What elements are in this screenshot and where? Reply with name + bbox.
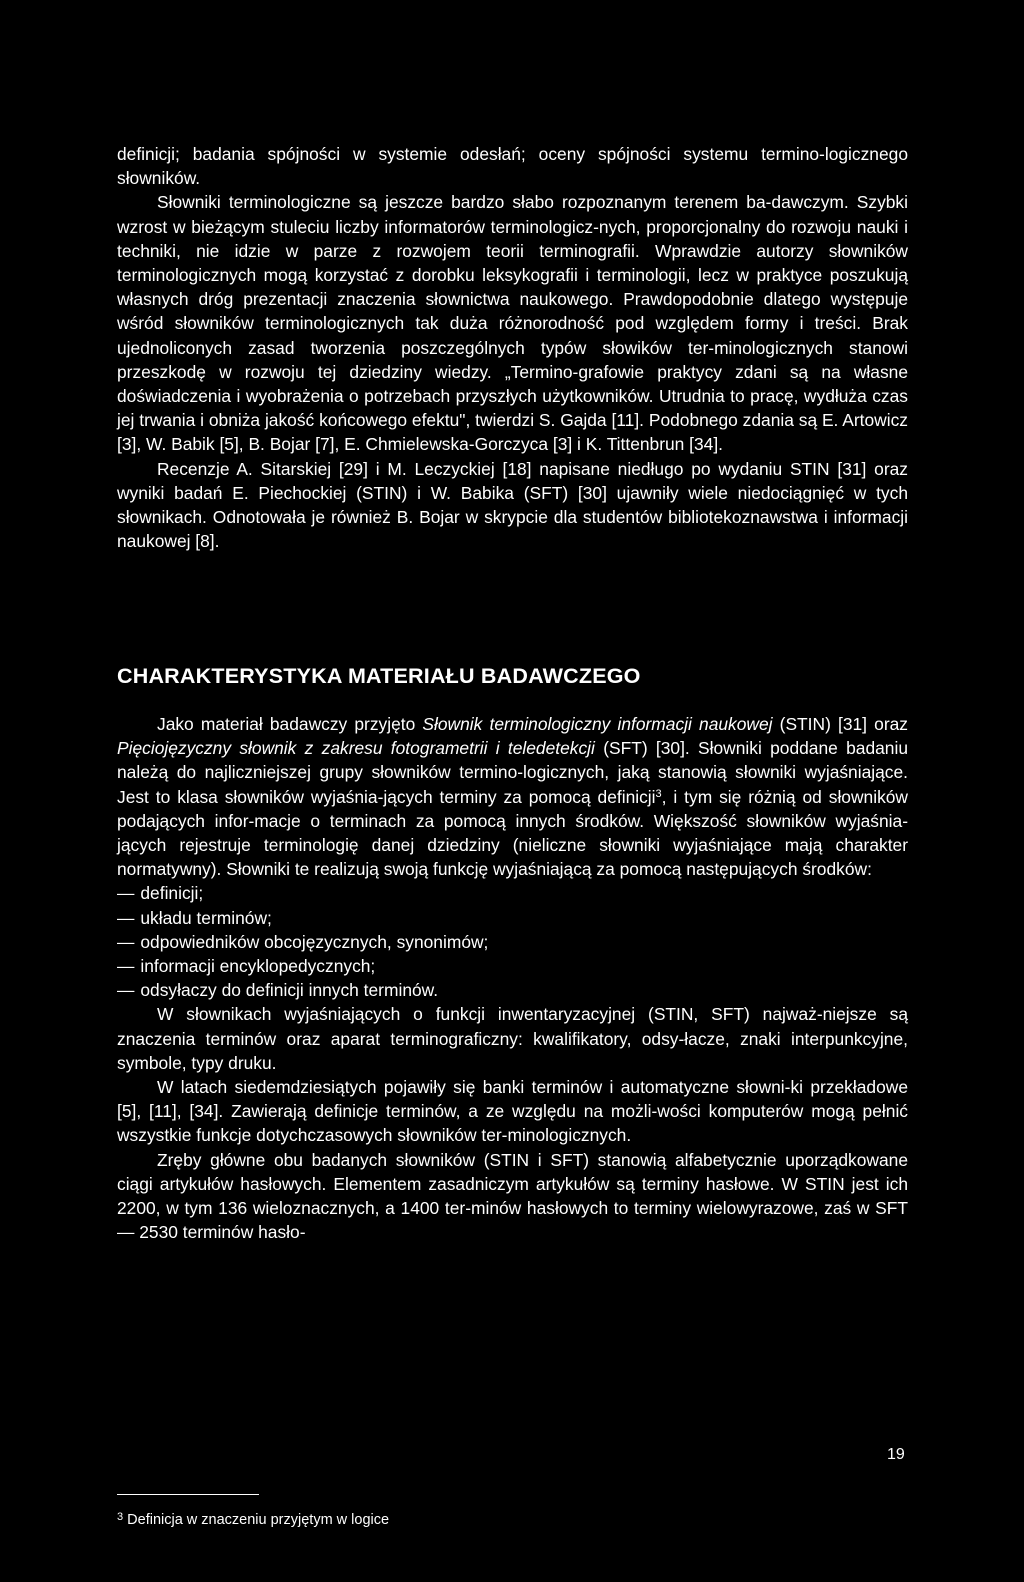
- section-heading: CHARAKTERYSTYKA MATERIAŁU BADAWCZEGO: [117, 664, 641, 688]
- section-body: [117, 712, 908, 1244]
- paragraph-4-text-a: Jako materiał badawczy przyjęto: [157, 714, 423, 734]
- list-item: [117, 954, 908, 978]
- list-item-text: definicji;: [140, 883, 204, 904]
- list-item: [117, 978, 908, 1002]
- page-body: [117, 142, 908, 1243]
- paragraph-3: Recenzje A. Sitarskiej [29] i M. Leczyckiej [18] napisane niedługo po wydaniu STIN [31] oraz wyniki badań E. Piechockiej (STIN) i W. Babika (SFT) [30] ujawniły wiele niedociągnięć w tych słownikach. Odnotowała je również B. Bojar w skrypcie dla studentów bibliotekoznawstwa i informacji naukowej [8].: [117, 458, 908, 552]
- list-item: [117, 906, 908, 930]
- footnote: [117, 1508, 389, 1529]
- list-item-text: układu terminów;: [140, 907, 272, 928]
- paragraph-4-text-d: , i tym się różnią od słowników podających infor-macje o terminach za pomocą innych środków. Większość słowników wyjaśnia-jących rejestruje terminologię danej dziedziny (nieliczne słowniki wyjaśniające mają charakter normatywny). Słowniki te realizują swoją funkcję wyjaśniającą za pomocą następujących środków:: [117, 786, 908, 880]
- footnote-rule: [117, 1494, 259, 1495]
- paragraph-4-text-c: (SFT) [30]. Słowniki poddane badaniu należą do najliczniejszej grupy słowników termino-logicznych, jaką stanowią słowniki wyjaśniające. Jest to klasa słowników wyjaśnia-jących terminy za pomocą definicji: [117, 738, 908, 807]
- footnote-text: Definicja w znaczeniu przyjętym w logice: [127, 1512, 390, 1528]
- paragraph-6: W latach siedemdziesiątych pojawiły się banki terminów i automatyczne słowni-ki przekładowe [5], [11], [34]. Zawierają definicje terminów, a ze względu na możli-wości komputerów mogą pełnić wszystkie funkcje dotychczasowych słowników ter-minologicznych.: [117, 1077, 908, 1146]
- dash-bullet: —: [117, 980, 135, 1001]
- dictionary-title-sft: Pięciojęzyczny słownik z zakresu fotogrametrii i teledetekcji: [117, 738, 595, 759]
- list-item: [117, 881, 908, 905]
- paragraph-4: [117, 712, 908, 881]
- paragraph-7: Zręby główne obu badanych słowników (STIN i SFT) stanowią alfabetycznie uporządkowane ciągi artykułów hasłowych. Elementem zasadniczym artykułów są terminy hasłowe. W STIN jest ich 2200, w tym 136 wieloznacznych, a 1400 ter-minów hasłowych to terminy wielowyrazowe, zaś w SFT — 2530 terminów hasło-: [117, 1149, 908, 1243]
- paragraph-5: W słownikach wyjaśniających o funkcji inwentaryzacyjnej (STIN, SFT) najważ-niejsze są znaczenia terminów oraz aparat terminograficzny: kwalifikatory, odsy-łacze, znaki interpunkcyjne, symbole, typy druku.: [117, 1004, 908, 1073]
- page-number: 19: [887, 1446, 905, 1463]
- dash-bullet: —: [117, 907, 135, 928]
- dash-bullet: —: [117, 956, 135, 977]
- paragraph-1: definicji; badania spójności w systemie odesłań; oceny spójności systemu termino-logicznego słowników.: [117, 144, 908, 189]
- means-list: [117, 881, 908, 1002]
- footnote-reference: 3: [655, 787, 662, 800]
- list-item: [117, 930, 908, 954]
- footnote-number: 3: [117, 1511, 124, 1523]
- paragraph-4-text-b: (STIN) [31] oraz: [772, 714, 908, 734]
- dictionary-title-stin: Słownik terminologiczny informacji naukowej: [422, 714, 773, 734]
- list-item-text: odpowiedników obcojęzycznych, synonimów;: [140, 931, 489, 952]
- paragraph-2: Słowniki terminologiczne są jeszcze bardzo słabo rozpoznanym terenem ba-dawczym. Szybki wzrost w bieżącym stuleciu liczby informatorów terminologicz-nych, proporcjonalny do rozwoju nauki i techniki, nie idzie w parze z rozwojem teorii terminografii. Wprawdzie autorzy słowników terminologicznych mogą korzystać z dorobku leksykografii i terminologii, lecz w praktyce poszukują własnych dróg prezentacji znaczenia słownictwa naukowego. Prawdopodobnie dlatego występuje wśród słowników terminologicznych tak duża różnorodność pod względem formy i treści. Brak ujednoliconych zasad tworzenia poszczególnych typów słowików ter-minologicznych stanowi przeszkodę w rozwoju tej dziedziny wiedzy. „Termino-grafowie praktycy zdani są na własne doświadczenia i wyobrażenia o potrzebach przyszłych użytkowników. Utrudnia to pracę, wydłuża czas jej trwania i obniża jakość końcowego efektu", twierdzi S. Gajda [11]. Podobnego zdania są E. Artowicz [3], W. Babik [5], B. Bojar [7], E. Chmielewska-Gorczyca [3] i K. Tittenbrun [34].: [117, 192, 908, 455]
- dash-bullet: —: [117, 883, 135, 904]
- dash-bullet: —: [117, 931, 135, 952]
- list-item-text: informacji encyklopedycznych;: [140, 956, 376, 977]
- list-item-text: odsyłaczy do definicji innych terminów.: [140, 980, 439, 1001]
